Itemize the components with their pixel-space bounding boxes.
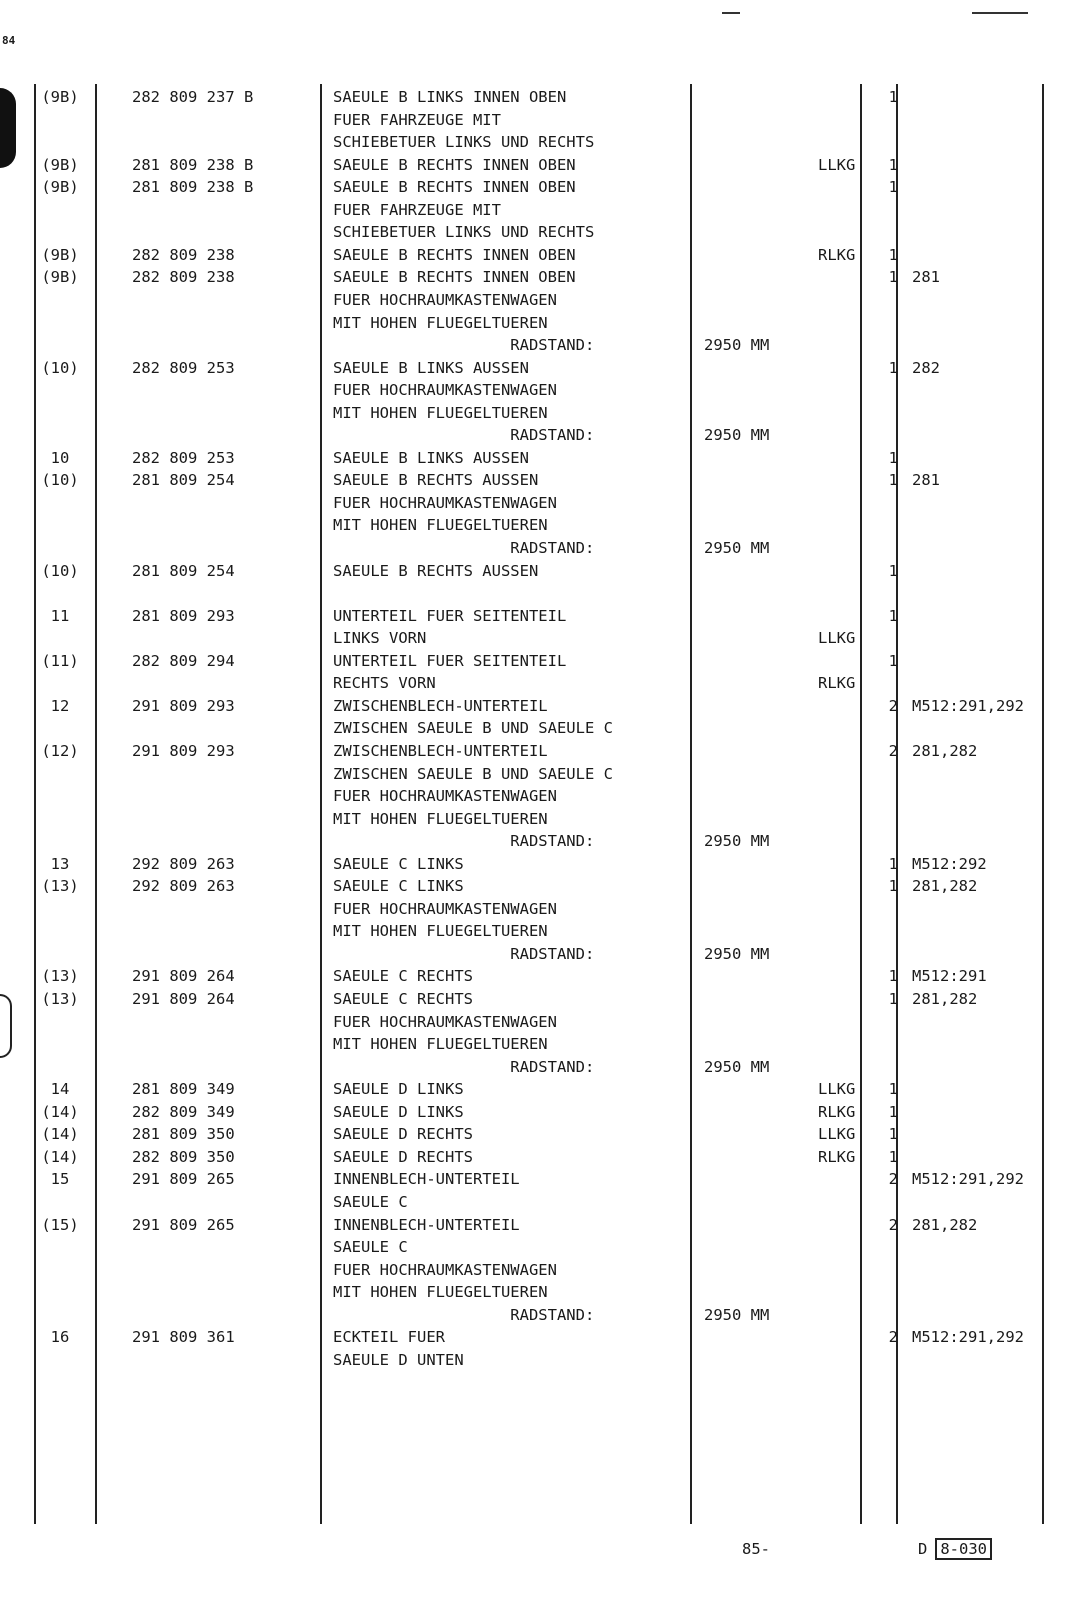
quantity: 1 [888,877,898,896]
remark: 282 [912,358,940,377]
table-row [0,402,1085,425]
wheelbase-value: 2950 MM [704,426,770,445]
table-row [0,1349,1085,1372]
description: ZWISCHEN SAEULE B UND SAEULE C [333,719,613,738]
quantity: 2 [888,696,898,715]
table-row [0,965,1085,988]
variant-code: LLKG [818,155,856,174]
description: FUER HOCHRAUMKASTENWAGEN [333,493,557,512]
quantity: 2 [888,741,898,760]
quantity: 1 [888,448,898,467]
position-number: (13) [41,990,79,1008]
table-row [0,1214,1085,1237]
table-row [0,1191,1085,1214]
table-row [0,154,1085,177]
part-number: 291 809 293 [132,741,235,760]
part-number: 282 809 238 [132,268,235,287]
part-number: 291 809 265 [132,1170,235,1189]
wheelbase-value: 2950 MM [704,1057,770,1076]
variant-code: LLKG [818,1080,856,1099]
description: SCHIEBETUER LINKS UND RECHTS [333,133,595,152]
description: ECKTEIL FUER [333,1328,445,1347]
table-row [0,1123,1085,1146]
description: RADSTAND: [333,1057,595,1076]
description: SAEULE C [333,1192,408,1211]
variant-code: LLKG [818,1125,856,1144]
top-dash-mark [722,12,740,14]
wheelbase-value: 2950 MM [704,1305,770,1324]
description: SCHIEBETUER LINKS UND RECHTS [333,223,595,242]
footer-code-prefix: D [918,1540,928,1558]
table-row [0,1326,1085,1349]
table-row [0,943,1085,966]
table-row [0,199,1085,222]
table-row [0,1259,1085,1282]
part-number: 292 809 263 [132,854,235,873]
table-row [0,717,1085,740]
description: MIT HOHEN FLUEGELTUEREN [333,313,548,332]
part-number: 281 809 293 [132,606,235,625]
description: UNTERTEIL FUER SEITENTEIL [333,606,567,625]
table-row [0,605,1085,628]
table-row [0,334,1085,357]
part-number: 281 809 238 B [132,178,254,197]
variant-code: RLKG [818,1102,856,1121]
quantity: 1 [888,88,898,106]
remark: M512:291,292 [912,1170,1024,1189]
description: MIT HOHEN FLUEGELTUEREN [333,922,548,941]
description: MIT HOHEN FLUEGELTUEREN [333,809,548,828]
quantity: 1 [888,651,898,670]
position-number: (14) [41,1147,79,1166]
table-row [0,650,1085,673]
description: SAEULE B RECHTS AUSSEN [333,471,539,490]
table-row [0,514,1085,537]
description: SAEULE B RECHTS AUSSEN [333,561,539,580]
remark: M512:291,292 [912,696,1024,715]
table-row [0,898,1085,921]
table-row [0,176,1085,199]
description: SAEULE C [333,1238,408,1257]
table-row [0,537,1085,560]
quantity: 1 [888,606,898,625]
table-row [0,1281,1085,1304]
description: MIT HOHEN FLUEGELTUEREN [333,403,548,422]
table-row [0,1056,1085,1079]
remark: 281,282 [912,1215,978,1234]
table-row [0,289,1085,312]
footer-code-box: 8-030 [935,1538,992,1560]
remark: 281,282 [912,741,978,760]
variant-code: RLKG [818,245,856,264]
description: LINKS VORN [333,629,427,648]
description: SAEULE B RECHTS INNEN OBEN [333,245,576,264]
quantity: 1 [888,268,898,287]
table-row [0,875,1085,898]
description: ZWISCHENBLECH-UNTERTEIL [333,741,548,760]
wheelbase-value: 2950 MM [704,539,770,557]
quantity: 2 [888,1170,898,1189]
quantity: 2 [888,1328,898,1347]
description: SAEULE B LINKS AUSSEN [333,448,529,467]
variant-code: RLKG [818,674,856,693]
position-number: (13) [41,877,79,896]
part-number: 291 809 293 [132,696,235,715]
description: SAEULE D RECHTS [333,1147,473,1166]
description: RADSTAND: [333,426,595,445]
description: FUER HOCHRAUMKASTENWAGEN [333,787,557,806]
table-row [0,244,1085,267]
part-number: 282 809 350 [132,1147,235,1166]
table-row [0,266,1085,289]
table-row [0,1236,1085,1259]
quantity: 1 [888,245,898,264]
description: MIT HOHEN FLUEGELTUEREN [333,1283,548,1302]
position-number: 14 [50,1080,70,1099]
wheelbase-value: 2950 MM [704,336,770,355]
description: FUER HOCHRAUMKASTENWAGEN [333,1260,557,1279]
description: FUER HOCHRAUMKASTENWAGEN [333,381,557,400]
position-number: (13) [41,967,79,986]
description: SAEULE C LINKS [333,854,464,873]
position-number: (9B) [41,268,79,287]
part-number: 281 809 254 [132,471,235,490]
description: RADSTAND: [333,539,595,557]
quantity: 1 [888,1125,898,1144]
table-row [0,86,1085,109]
description: FUER HOCHRAUMKASTENWAGEN [333,899,557,918]
quantity: 1 [888,561,898,580]
table-row [0,1011,1085,1034]
remark: 281,282 [912,990,978,1008]
description: SAEULE B RECHTS INNEN OBEN [333,268,576,287]
description: RADSTAND: [333,832,595,851]
position-number: (12) [41,741,79,760]
position-number: (10) [41,471,79,490]
description: INNENBLECH-UNTERTEIL [333,1170,520,1189]
part-number: 282 809 237 B [132,88,254,106]
wheelbase-value: 2950 MM [704,832,770,851]
description: SAEULE C RECHTS [333,967,473,986]
table-row [0,1033,1085,1056]
description: SAEULE B LINKS INNEN OBEN [333,88,567,106]
footer-code [918,1540,992,1558]
part-number: 281 809 254 [132,561,235,580]
quantity: 1 [888,471,898,490]
table-row [0,221,1085,244]
position-number: (10) [41,561,79,580]
position-number: (11) [41,651,79,670]
position-number: (10) [41,358,79,377]
table-row [0,424,1085,447]
quantity: 1 [888,854,898,873]
description: FUER FAHRZEUGE MIT [333,110,501,129]
description: SAEULE D RECHTS [333,1125,473,1144]
table-row [0,763,1085,786]
position-number: 11 [50,606,70,625]
position-number: (15) [41,1215,79,1234]
description: FUER HOCHRAUMKASTENWAGEN [333,290,557,309]
description: SAEULE B LINKS AUSSEN [333,358,529,377]
table-row [0,785,1085,808]
description: INNENBLECH-UNTERTEIL [333,1215,520,1234]
table-row [0,312,1085,335]
quantity: 1 [888,1080,898,1099]
table-row [0,1101,1085,1124]
position-number: (9B) [41,88,79,106]
description: SAEULE D UNTEN [333,1350,464,1369]
description: SAEULE D LINKS [333,1080,464,1099]
description: SAEULE C RECHTS [333,990,473,1008]
table-row [0,627,1085,650]
part-number: 282 809 238 [132,245,235,264]
table-row [0,1304,1085,1327]
position-number: (9B) [41,178,79,197]
quantity: 1 [888,1147,898,1166]
description: SAEULE D LINKS [333,1102,464,1121]
variant-code: RLKG [818,1147,856,1166]
description: RECHTS VORN [333,674,436,693]
quantity: 1 [888,1102,898,1121]
part-number: 282 809 294 [132,651,235,670]
part-number: 281 809 238 B [132,155,254,174]
description: UNTERTEIL FUER SEITENTEIL [333,651,567,670]
table-row [0,469,1085,492]
part-number: 281 809 349 [132,1080,235,1099]
description: ZWISCHEN SAEULE B UND SAEULE C [333,764,613,783]
variant-code: LLKG [818,629,856,648]
table-row [0,447,1085,470]
description: RADSTAND: [333,336,595,355]
quantity: 1 [888,967,898,986]
quantity: 1 [888,358,898,377]
table-row [0,1146,1085,1169]
position-number: 16 [50,1328,70,1347]
table-row [0,988,1085,1011]
description: FUER FAHRZEUGE MIT [333,200,501,219]
quantity: 1 [888,155,898,174]
table-row [0,109,1085,132]
remark: 281,282 [912,877,978,896]
table-row [0,492,1085,515]
table-row [0,695,1085,718]
part-number: 291 809 265 [132,1215,235,1234]
wheelbase-value: 2950 MM [704,944,770,963]
table-row [0,131,1085,154]
description: SAEULE B RECHTS INNEN OBEN [333,155,576,174]
position-number: (9B) [41,155,79,174]
table-row [0,740,1085,763]
remark: 281 [912,268,940,287]
part-number: 292 809 263 [132,877,235,896]
position-number: 13 [50,854,70,873]
description: MIT HOHEN FLUEGELTUEREN [333,516,548,535]
part-number: 291 809 361 [132,1328,235,1347]
table-row [0,1078,1085,1101]
description: RADSTAND: [333,944,595,963]
table-row [0,853,1085,876]
remark: M512:291 [912,967,987,986]
part-number: 282 809 349 [132,1102,235,1121]
position-number: 15 [50,1170,70,1189]
description: RADSTAND: [333,1305,595,1324]
footer-page-number: 85- [742,1540,770,1558]
table-row [0,1168,1085,1191]
page-corner-number: 84 [2,34,16,47]
position-number: 12 [50,696,70,715]
quantity: 2 [888,1215,898,1234]
table-row [0,808,1085,831]
table-row [0,830,1085,853]
position-number: (9B) [41,245,79,264]
part-number: 291 809 264 [132,990,235,1008]
table-row [0,920,1085,943]
part-number: 282 809 253 [132,448,235,467]
remark: M512:291,292 [912,1328,1024,1347]
table-row [0,582,1085,605]
remark: M512:292 [912,854,987,873]
remark: 281 [912,471,940,490]
quantity: 1 [888,178,898,197]
quantity: 1 [888,990,898,1008]
position-number: (14) [41,1125,79,1144]
position-number: 10 [50,448,70,467]
description: SAEULE C LINKS [333,877,464,896]
description: FUER HOCHRAUMKASTENWAGEN [333,1012,557,1031]
description: SAEULE B RECHTS INNEN OBEN [333,178,576,197]
part-number: 291 809 264 [132,967,235,986]
part-number: 282 809 253 [132,358,235,377]
table-row [0,672,1085,695]
position-number: (14) [41,1102,79,1121]
top-rule-mark [972,12,1028,14]
description: ZWISCHENBLECH-UNTERTEIL [333,696,548,715]
table-row [0,560,1085,583]
table-row [0,379,1085,402]
description: MIT HOHEN FLUEGELTUEREN [333,1035,548,1054]
table-row [0,357,1085,380]
part-number: 281 809 350 [132,1125,235,1144]
